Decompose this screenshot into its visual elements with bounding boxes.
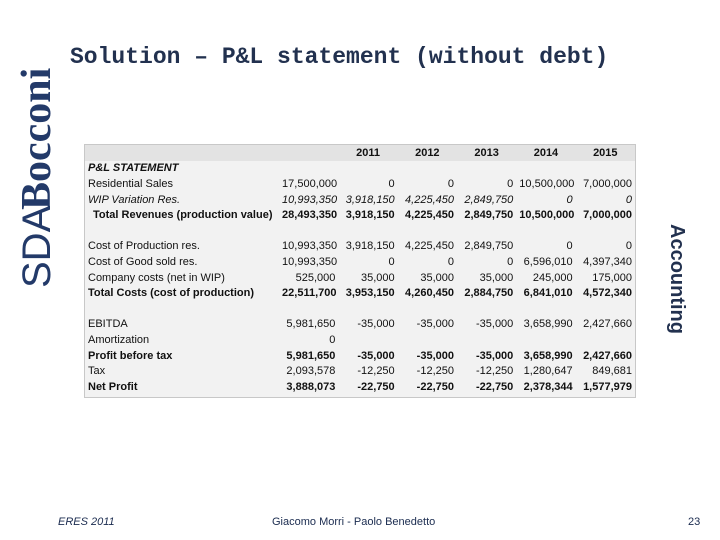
- spacer-row: [85, 301, 635, 317]
- header-blank-2: [279, 145, 338, 161]
- cell-value: 10,500,000: [519, 209, 575, 222]
- cell-value: 10,993,350: [282, 255, 338, 268]
- cell-value: 0: [507, 177, 514, 190]
- cell-value: 3,918,150: [345, 209, 395, 222]
- row-label: [85, 223, 279, 239]
- cell-value: 2,849,750: [464, 240, 514, 253]
- table-row: [85, 285, 635, 301]
- table-row: [85, 270, 635, 286]
- cell-value: 0: [388, 255, 395, 268]
- cell-value: 4,397,340: [583, 255, 632, 268]
- cell-value: [338, 332, 397, 348]
- cell-value: 0: [507, 255, 514, 268]
- table-row: [85, 379, 635, 395]
- cell-value: [576, 332, 635, 348]
- cell-value: 849,681: [592, 365, 632, 378]
- cell-value: -12,250: [475, 365, 514, 378]
- table-row: [85, 363, 635, 379]
- cell-value: [279, 223, 338, 239]
- row-label: Amortization: [88, 333, 150, 346]
- row-label: Residential Sales: [88, 177, 173, 190]
- cell-value: 7,000,000: [583, 177, 632, 190]
- cell-value: [516, 301, 575, 317]
- cell-value: [457, 332, 516, 348]
- table-row: [85, 317, 635, 333]
- cell-value: [338, 223, 397, 239]
- cell-value: -22,750: [416, 380, 454, 393]
- pl-statement-table: [84, 144, 636, 398]
- cell-value: 4,225,450: [405, 193, 454, 206]
- header-year: 2014: [516, 145, 575, 161]
- cell-value: -22,750: [475, 380, 514, 393]
- page-number: 23: [688, 516, 701, 528]
- cell-value: 10,500,000: [519, 177, 575, 190]
- cell-value: -35,000: [357, 349, 395, 362]
- cell-value: 0: [388, 177, 395, 190]
- cell-value: 2,427,660: [583, 349, 632, 362]
- cell-value: 7,000,000: [583, 209, 632, 222]
- cell-value: -35,000: [416, 318, 454, 331]
- cell-value: [457, 223, 516, 239]
- section-title-row: [85, 161, 635, 177]
- table-row: [85, 254, 635, 270]
- accounting-side-label: [665, 224, 689, 374]
- cell-value: [576, 223, 635, 239]
- side-label-text: Accounting: [666, 224, 688, 334]
- cell-value: [279, 301, 338, 317]
- table-row: [85, 207, 635, 223]
- cell-value: 1,577,979: [583, 380, 632, 393]
- footer-authors: Giacomo Morri - Paolo Benedetto: [272, 516, 436, 528]
- row-label: Total Costs (cost of production): [88, 287, 255, 300]
- cell-value: 17,500,000: [282, 177, 338, 190]
- cell-value: -35,000: [475, 318, 514, 331]
- slide-title: Solution – P&L statement (without debt): [70, 44, 609, 70]
- cell-value: 10,993,350: [282, 193, 338, 206]
- cell-value: 0: [447, 255, 454, 268]
- cell-value: 28,493,350: [282, 209, 338, 222]
- cell-value: [576, 301, 635, 317]
- row-label: Profit before tax: [88, 349, 173, 362]
- cell-value: 245,000: [532, 271, 573, 284]
- header-year: 2015: [576, 145, 635, 161]
- cell-value: 0: [566, 193, 573, 206]
- cell-value: 4,572,340: [583, 287, 632, 300]
- cell-value: 35,000: [420, 271, 454, 284]
- row-label: EBITDA: [88, 318, 128, 331]
- cell-value: 0: [625, 240, 632, 253]
- sda-bocconi-logo: [10, 30, 60, 290]
- cell-value: 35,000: [361, 271, 395, 284]
- cell-value: -35,000: [416, 349, 454, 362]
- cell-value: 5,981,650: [286, 349, 336, 362]
- cell-value: [516, 332, 575, 348]
- cell-value: 2,427,660: [583, 318, 632, 331]
- cell-value: 3,658,990: [523, 349, 573, 362]
- row-label: [85, 301, 279, 317]
- cell-value: 0: [566, 240, 573, 253]
- cell-value: [398, 332, 457, 348]
- cell-value: 3,888,073: [286, 380, 336, 393]
- cell-value: -35,000: [357, 318, 395, 331]
- cell-value: 2,849,750: [464, 209, 514, 222]
- row-label: Total Revenues (production value): [93, 209, 273, 222]
- header-year: 2011: [338, 145, 397, 161]
- cell-value: 3,918,150: [345, 240, 395, 253]
- cell-value: 0: [329, 333, 336, 346]
- row-label: Cost of Production res.: [88, 240, 200, 253]
- cell-value: 4,225,450: [405, 240, 454, 253]
- table-row: [85, 239, 635, 255]
- cell-value: 4,260,450: [405, 287, 454, 300]
- cell-value: -12,250: [357, 365, 395, 378]
- row-label: Net Profit: [88, 380, 138, 393]
- row-label: Company costs (net in WIP): [88, 271, 225, 284]
- cell-value: [338, 301, 397, 317]
- logo-sda-text: SDA: [15, 205, 59, 288]
- footer-event: ERES 2011: [58, 516, 115, 528]
- cell-value: 0: [447, 177, 454, 190]
- cell-value: 5,981,650: [286, 318, 336, 331]
- cell-value: 2,884,750: [464, 287, 514, 300]
- cell-value: 0: [625, 193, 632, 206]
- cell-value: 1,280,647: [523, 365, 573, 378]
- cell-value: 3,953,150: [345, 287, 395, 300]
- cell-value: 2,093,578: [286, 365, 336, 378]
- cell-value: 175,000: [592, 271, 632, 284]
- cell-value: -35,000: [475, 349, 514, 362]
- logo-bocconi-text: Bocconi: [14, 67, 60, 210]
- cell-value: 2,378,344: [523, 380, 573, 393]
- header-year: 2013: [457, 145, 516, 161]
- spacer-row: [85, 223, 635, 239]
- cell-value: 4,225,450: [405, 209, 454, 222]
- table-row: [85, 192, 635, 208]
- row-label: Tax: [88, 365, 106, 378]
- cell-value: 10,993,350: [282, 240, 338, 253]
- cell-value: [516, 223, 575, 239]
- cell-value: 3,918,150: [345, 193, 395, 206]
- row-label: WIP Variation Res.: [88, 193, 181, 206]
- cell-value: -12,250: [416, 365, 454, 378]
- cell-value: 3,658,990: [523, 318, 573, 331]
- header-blank: [85, 145, 279, 161]
- row-label: Cost of Good sold res.: [88, 255, 198, 268]
- cell-value: 525,000: [295, 271, 336, 284]
- section-title: P&L STATEMENT: [88, 162, 179, 175]
- table-row: [85, 348, 635, 364]
- cell-value: -22,750: [357, 380, 395, 393]
- table-row: [85, 176, 635, 192]
- cell-value: [398, 223, 457, 239]
- cell-value: [457, 301, 516, 317]
- cell-value: 6,596,010: [523, 255, 573, 268]
- cell-value: 2,849,750: [464, 193, 514, 206]
- table-header-row: [85, 145, 635, 161]
- cell-value: 6,841,010: [523, 287, 573, 300]
- table-row: [85, 332, 635, 348]
- cell-value: 22,511,700: [282, 287, 337, 300]
- header-year: 2012: [398, 145, 457, 161]
- cell-value: [398, 301, 457, 317]
- cell-value: 35,000: [479, 271, 514, 284]
